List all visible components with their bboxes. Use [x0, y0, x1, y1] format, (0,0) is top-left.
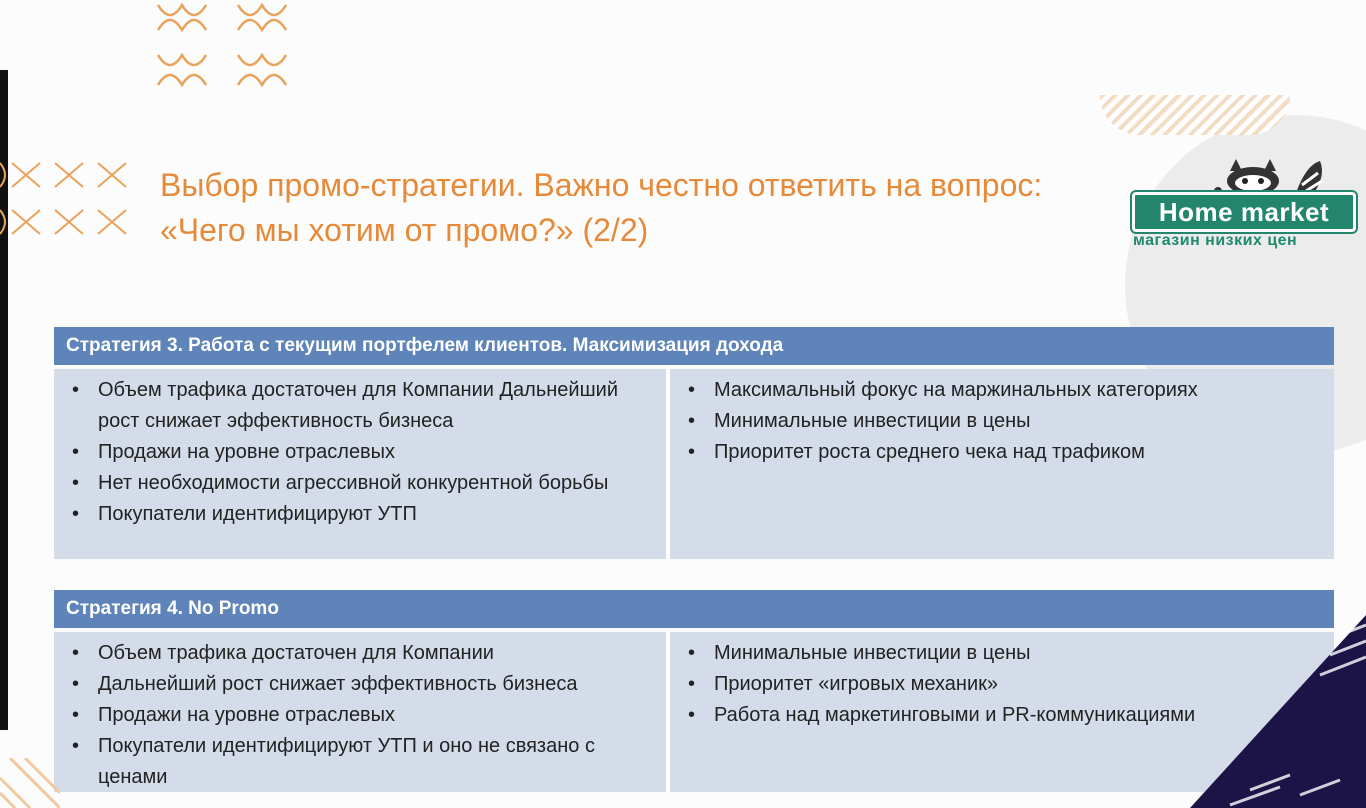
strategy-conditions	[54, 632, 666, 792]
decorative-pattern-top	[150, 0, 300, 100]
strategy-card	[54, 327, 1334, 559]
strategy-header: Стратегия 4. No Promo	[54, 590, 1334, 628]
strategy-card	[54, 590, 1334, 792]
list-item: • Приоритет «игровых механик»	[682, 669, 1324, 700]
list-item: • Покупатели идентифицируют УТП	[66, 499, 656, 530]
list-item: • Максимальный фокус на маржинальных категориях	[682, 375, 1324, 406]
list-item: • Нет необходимости агрессивной конкурентной борьбы	[66, 468, 656, 499]
page-title: Выбор промо-стратегии. Важно честно ответить на вопрос: «Чего мы хотим от промо?» (2/2)	[160, 167, 1043, 248]
brand-logo	[1128, 155, 1358, 255]
list-item: • Продажи на уровне отраслевых	[66, 700, 656, 731]
list-item: • Дальнейший рост снижает эффективность бизнеса	[66, 669, 656, 700]
decorative-stripes-bottom-right	[1190, 615, 1366, 808]
list-item: • Приоритет роста среднего чека над трафиком	[682, 437, 1324, 468]
list-item: • Покупатели идентифицируют УТП и оно не связано с ценами	[66, 731, 656, 793]
decorative-arc	[1100, 95, 1290, 135]
decorative-pattern-left	[0, 155, 135, 250]
list-item: • Объем трафика достаточен для Компании Дальнейший рост снижает эффективность бизнеса	[66, 375, 656, 437]
list-item: • Продажи на уровне отраслевых	[66, 437, 656, 468]
strategy-conditions	[54, 369, 666, 559]
list-item: • Минимальные инвестиции в цены	[682, 406, 1324, 437]
strategy-header: Стратегия 3. Работа с текущим портфелем клиентов. Максимизация дохода	[54, 327, 1334, 365]
brand-name: Home market	[1132, 192, 1356, 232]
list-item: • Объем трафика достаточен для Компании	[66, 638, 656, 669]
strategy-actions	[670, 369, 1334, 559]
decorative-stripes-bottom-left	[0, 758, 60, 808]
brand-tagline: магазин низких цен	[1133, 232, 1298, 249]
raccoon-icon	[1178, 155, 1328, 195]
list-item: • Работа над маркетинговыми и PR-коммуникациями	[682, 700, 1324, 731]
list-item: • Минимальные инвестиции в цены	[682, 638, 1324, 669]
